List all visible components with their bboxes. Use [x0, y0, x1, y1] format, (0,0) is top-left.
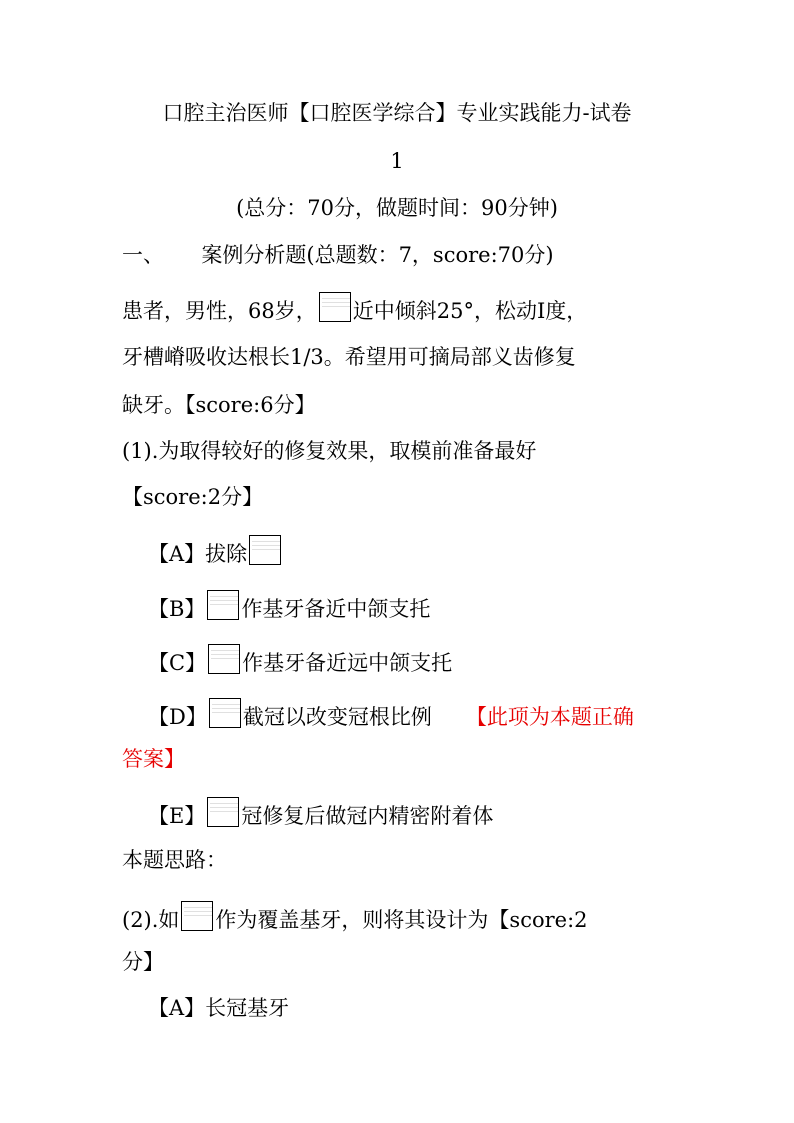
option-text: 截冠以改变冠根比例	[242, 705, 432, 729]
option-label: 【A】	[148, 996, 206, 1020]
tooth-image-icon	[249, 535, 281, 565]
option-text: 长冠基牙	[205, 996, 290, 1020]
option-text: 冠修复后做冠内精密附着体	[241, 804, 494, 828]
section-heading	[122, 240, 554, 270]
section-title: 案例分析题(总题数：7，score:70分)	[201, 243, 554, 267]
question-2-stem-line2: 分】	[122, 950, 164, 974]
option-text: 作基牙备近远中颌支托	[242, 651, 453, 675]
option-text: 作基牙备近中颌支托	[241, 597, 431, 621]
question-text: 作为覆盖基牙，则将其设计为【score:2	[215, 908, 588, 932]
question-text: (2).如	[122, 908, 180, 932]
tooth-image-icon	[208, 644, 240, 674]
tooth-image-icon	[207, 590, 239, 620]
document-subtitle: (总分：70分，做题时间：90分钟)	[236, 196, 558, 220]
option-text: 拔除	[205, 542, 248, 566]
option-a[interactable]	[148, 535, 283, 569]
case-text: 患者，男性，68岁，	[122, 299, 317, 323]
case-line-2: 牙槽嵴吸收达根长1/3。希望用可摘局部义齿修复	[122, 345, 576, 369]
option-b[interactable]	[148, 590, 430, 624]
document-title: 口腔主治医师【口腔医学综合】专业实践能力-试卷	[162, 101, 632, 125]
q2-option-a[interactable]	[148, 993, 289, 1023]
analysis-label: 本题思路：	[122, 848, 227, 872]
tooth-image-icon	[319, 292, 351, 322]
document-title-line2: 1	[390, 149, 404, 173]
question-1-stem: (1).为取得较好的修复效果，取模前准备最好	[122, 439, 537, 463]
option-label: 【A】	[148, 542, 206, 566]
case-text: 近中倾斜25°，松动Ⅰ度，	[352, 299, 588, 323]
question-2-stem	[122, 901, 588, 935]
option-d[interactable]	[148, 698, 634, 732]
option-e[interactable]	[148, 797, 493, 831]
option-c[interactable]	[148, 644, 452, 678]
case-line-1	[122, 292, 587, 326]
section-number: 一、	[122, 243, 164, 267]
tooth-image-icon	[207, 797, 239, 827]
option-label: 【D】	[148, 705, 207, 729]
option-label: 【B】	[148, 597, 206, 621]
case-line-3: 缺牙。【score:6分】	[122, 393, 316, 417]
correct-answer-note-continued: 答案】	[122, 747, 185, 771]
option-label: 【E】	[148, 804, 206, 828]
tooth-image-icon	[209, 698, 241, 728]
correct-answer-note: 【此项为本题正确	[465, 705, 634, 729]
question-1-score: 【score:2分】	[122, 485, 264, 509]
tooth-image-icon	[181, 901, 213, 931]
option-label: 【C】	[148, 651, 207, 675]
